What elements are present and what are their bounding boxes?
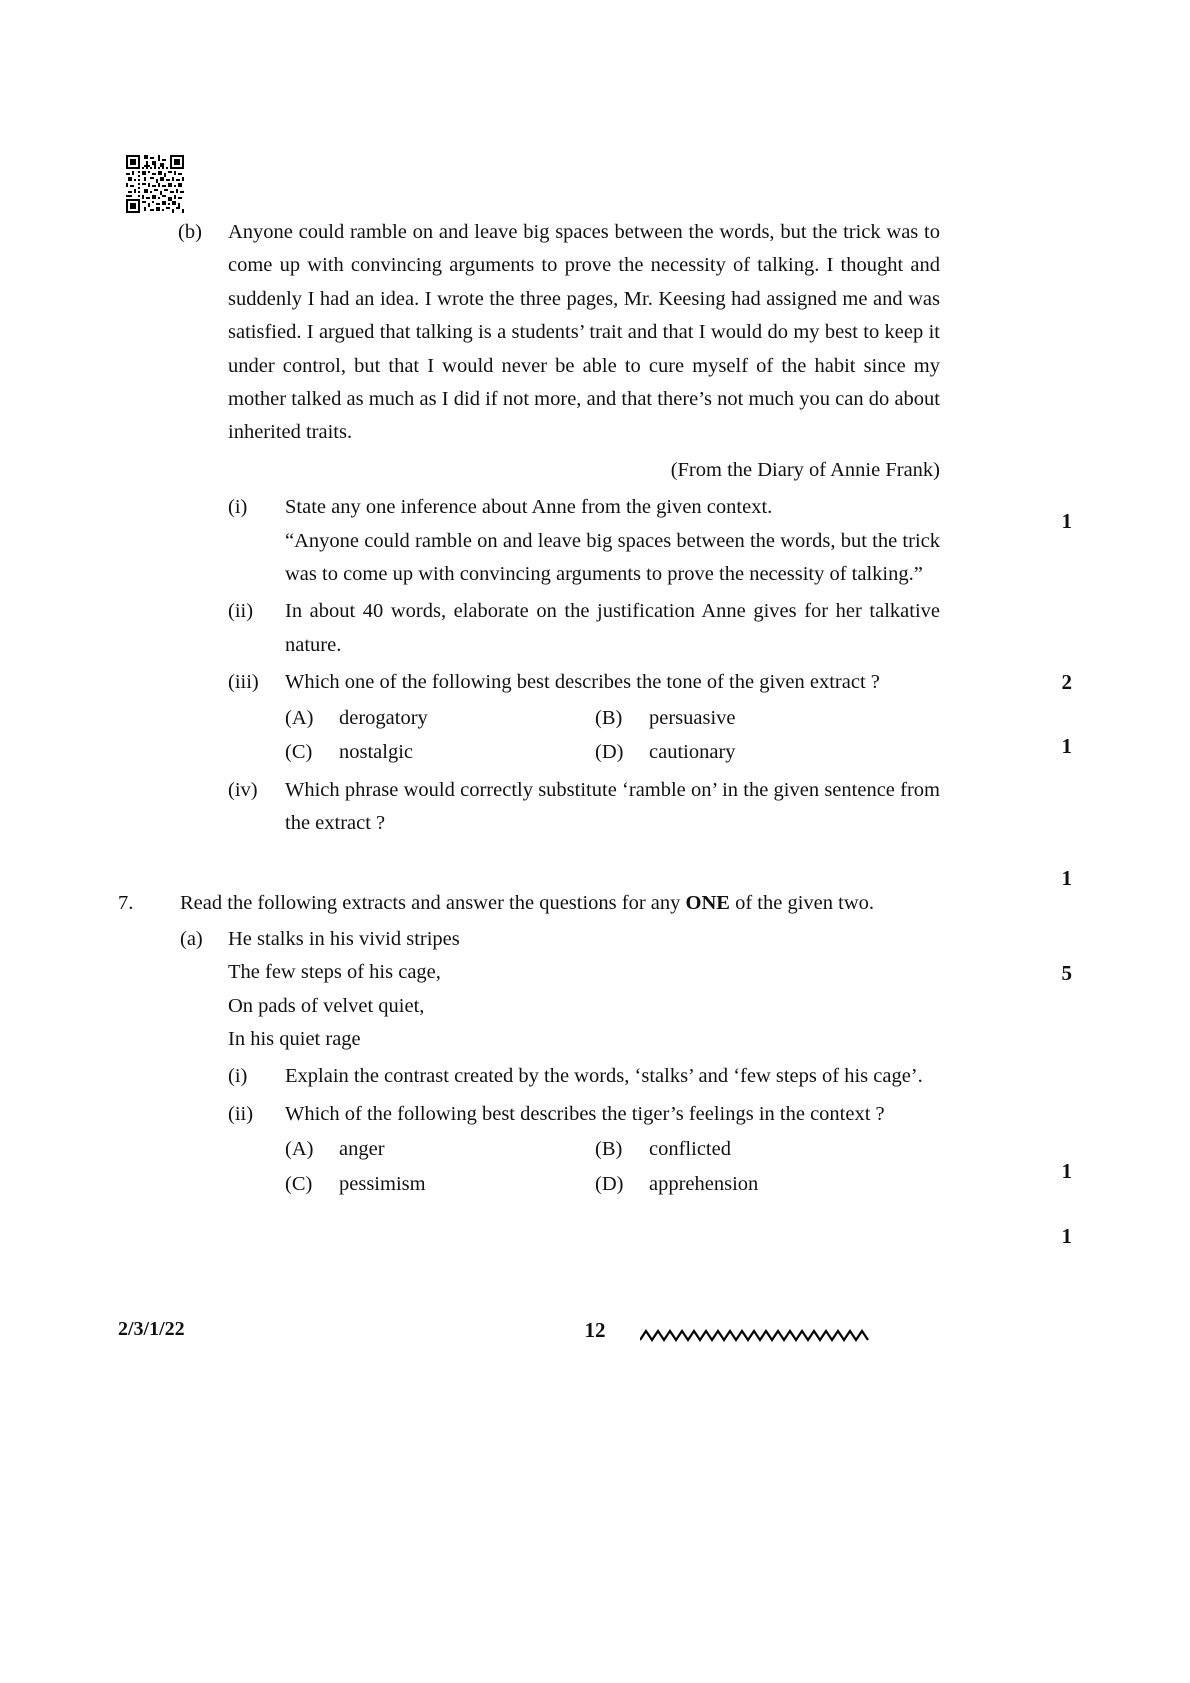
item-text-i: State any one inference about Anne from the given context. (285, 496, 773, 519)
question-7-number: 7. (118, 892, 134, 915)
option-row (285, 702, 940, 735)
option-a[interactable] (285, 1133, 595, 1166)
question-7a-marker: (a) (180, 927, 203, 950)
item-text-7a-i: Explain the contrast created by the words, ‘stalks’ and ‘few steps of his cage’. (285, 1065, 923, 1088)
question-6b-item-i (228, 491, 1040, 524)
option-row (285, 1133, 940, 1166)
item-text-7a-ii: Which of the following best describes the tiger’s feelings in the context ? (285, 1102, 885, 1125)
marks-q7: 5 (1061, 961, 1072, 985)
item-text-ii: In about 40 words, elaborate on the justification Anne gives for her talkative nature. (285, 600, 940, 656)
option-d-text: cautionary (649, 741, 736, 764)
question-6b (178, 216, 1040, 450)
item-marker-iii: (iii) (228, 671, 259, 694)
option-c[interactable] (285, 736, 595, 769)
option-row (285, 736, 940, 769)
question-7a-item-i (228, 1060, 1040, 1093)
footer-paper-code: 2/3/1/22 (118, 1318, 185, 1340)
item-7a-ii-options (285, 1133, 940, 1201)
option-a[interactable] (285, 702, 595, 735)
page-content (118, 216, 1040, 1201)
option-d[interactable] (595, 736, 736, 769)
poem-line-2: The few steps of his cage, (228, 961, 441, 984)
poem-line-3: On pads of velvet quiet, (228, 994, 425, 1017)
attribution-wrap (178, 450, 1040, 487)
wavy-line-decoration (640, 1326, 870, 1346)
marks-6b-iii: 1 (1061, 734, 1072, 758)
question-7a-item-ii (228, 1098, 1040, 1131)
option-d-letter: (D) (595, 1172, 624, 1195)
item-iii-options (285, 702, 940, 770)
item-marker-iv: (iv) (228, 778, 258, 801)
option-row (285, 1168, 940, 1201)
option-d-text: apprehension (649, 1172, 759, 1195)
item-text-iv: Which phrase would correctly substitute ‘ramble on’ in the given sentence from the extract ? (285, 778, 940, 834)
item-marker-7a-i: (i) (228, 1065, 248, 1088)
option-c-letter: (C) (285, 1172, 313, 1195)
option-c-letter: (C) (285, 741, 313, 764)
marks-6b-iv: 1 (1061, 866, 1072, 890)
option-a-letter: (A) (285, 1138, 314, 1161)
question-7-stem (180, 887, 952, 920)
option-b-letter: (B) (595, 1138, 623, 1161)
item-i-quote: “Anyone could ramble on and leave big spaces between the words, but the trick was to come up with convincing arguments to prove the necessity of talking.” (285, 529, 940, 586)
question-6b-item-iv (228, 774, 1040, 841)
poem-line-4: In his quiet rage (228, 1027, 361, 1050)
question-6b-item-ii (228, 595, 1040, 662)
option-a-text: anger (339, 1138, 385, 1161)
option-c[interactable] (285, 1168, 595, 1201)
item-text-iii: Which one of the following best describes the tone of the given extract ? (285, 671, 880, 694)
option-b-text: persuasive (649, 706, 736, 729)
marks-7a-i: 1 (1061, 1159, 1072, 1183)
qr-code-icon (126, 155, 184, 213)
option-b[interactable] (595, 702, 736, 735)
option-d[interactable] (595, 1168, 758, 1201)
question-7-stem-part2: of the given two. (729, 892, 875, 915)
option-b-text: conflicted (649, 1138, 731, 1161)
option-c-text: pessimism (339, 1172, 426, 1195)
question-7-stem-bold: ONE (685, 892, 730, 915)
footer-page-number: 12 (584, 1318, 606, 1342)
option-a-text: derogatory (339, 706, 428, 729)
item-marker-ii: (ii) (228, 600, 254, 623)
option-b-letter: (B) (595, 706, 623, 729)
option-d-letter: (D) (595, 741, 624, 764)
item-marker-i: (i) (228, 496, 248, 519)
poem-line-1: He stalks in his vivid stripes (228, 927, 460, 950)
question-6b-item-iii (228, 666, 1040, 699)
question-6b-passage: Anyone could ramble on and leave big spaces between the words, but the trick was to come up with convincing arguments to prove the necessity of talking. I thought and suddenly I had an idea. I wrote the three pages, Mr. Keesing had assigned me and was satisfied. I argued that talking is a students’ trait and that I would do my best to keep it under control, but that I would never be able to cure myself of the habit since my mother talked as much as I did if not more, and that there’s not much you can do about inherited traits. (228, 221, 940, 444)
question-6b-marker: (b) (178, 221, 202, 243)
marks-6b-i: 1 (1061, 509, 1072, 533)
page-footer (118, 1318, 1072, 1358)
question-7 (118, 887, 1040, 920)
option-c-text: nostalgic (339, 741, 414, 764)
question-7a (180, 923, 1040, 956)
option-b[interactable] (595, 1133, 731, 1166)
option-a-letter: (A) (285, 706, 314, 729)
marks-6b-ii: 2 (1061, 670, 1072, 694)
item-marker-7a-ii: (ii) (228, 1102, 254, 1125)
passage-attribution: (From the Diary of Annie Frank) (670, 458, 940, 481)
marks-7a-ii: 1 (1061, 1224, 1072, 1248)
question-7-stem-part1: Read the following extracts and answer the questions for any (180, 892, 686, 915)
